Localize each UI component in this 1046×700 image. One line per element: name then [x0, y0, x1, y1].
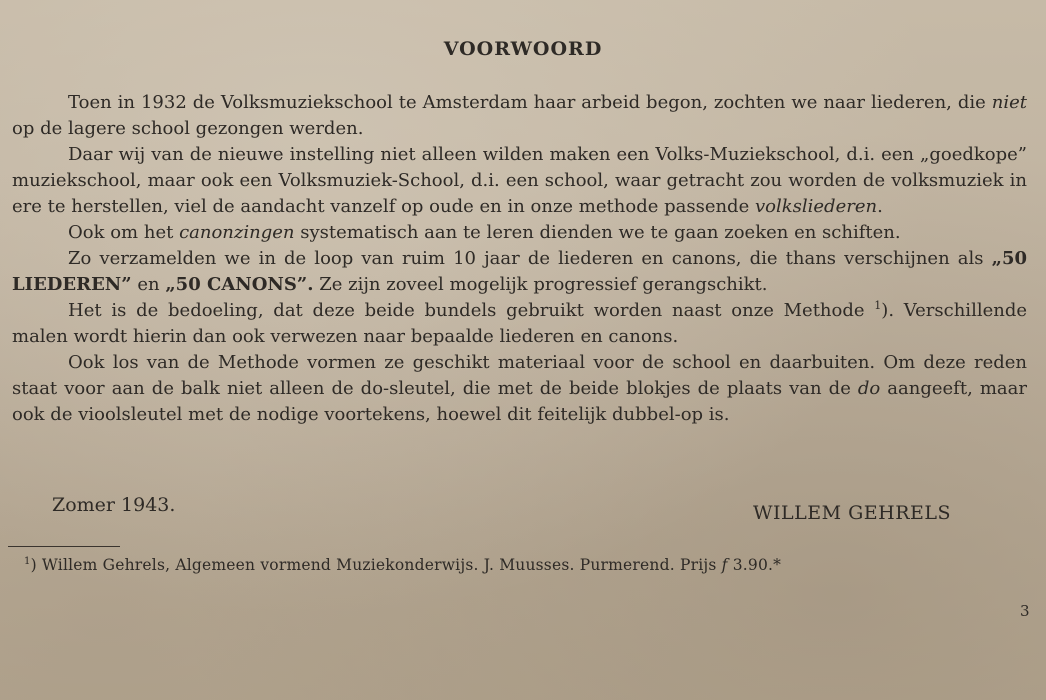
bold-canons: „50 CANONS”.	[165, 274, 314, 295]
page-title: VOORWOORD	[443, 38, 603, 60]
page-number: 3	[1020, 602, 1030, 620]
signature-author: WILLEM GEHRELS	[753, 502, 952, 524]
emphasis-volksliederen: volksliederen	[754, 196, 878, 217]
paragraph-2: Daar wij van de nieuwe instelling niet alleen wilden maken een Volks-Muziekschool, d.i. een „goedkope” muziekschool, maar ook een Volksmuziek-School, d.i. een school, waar getracht zou worden de volksmuziek in ere te herstellen, viel de aandacht vanzelf op oude en in onze methode passende volksliederen.	[12, 144, 1027, 217]
paragraph-4: Zo verzamelden we in de loop van ruim 10 jaar de liederen en canons, die thans verschijnen als „50 LIEDEREN” en „50 CANONS”. Ze zijn zoveel mogelijk progressief gerangschikt.	[12, 248, 1027, 295]
paragraph-6: Ook los van de Methode vormen ze geschikt materiaal voor de school en daarbuiten. Om deze reden staat voor aan de balk niet alleen de do-sleutel, die met de beide blokjes de plaats van de do aangeeft, maar ook de vioolsleutel met de nodige voortekens, hoewel dit feitelijk dubbel-op is.	[12, 352, 1027, 425]
footnote-mark: 1	[24, 555, 31, 567]
paragraph-1: Toen in 1932 de Volksmuziekschool te Amsterdam haar arbeid begon, zochten we naar liederen, die niet op de lagere school gezongen werden.	[12, 92, 1027, 139]
currency-florin: f	[721, 556, 728, 574]
footnote-divider	[8, 546, 120, 547]
footnote-reference: 1	[874, 299, 882, 312]
paragraph-3: Ook om het canonzingen systematisch aan te leren dienden we te gaan zoeken en schiften.	[68, 222, 901, 243]
emphasis-canonzingen: canonzingen	[179, 222, 295, 243]
footnote: $^1$) Willem Gehrels, Algemeen vormend Muziekonderwijs. J. Muusses. Purmerend. Prijs f 3.90.*	[24, 555, 782, 574]
bold-liederen: „50 LIEDEREN”	[12, 248, 1027, 295]
preface-body	[12, 90, 1027, 428]
signature-date: Zomer 1943.	[52, 494, 176, 516]
emphasis-do: do	[857, 378, 881, 399]
emphasis-niet: niet	[991, 92, 1027, 113]
paragraph-5: Het is de bedoeling, dat deze beide bundels gebruikt worden naast onze Methode $^1$). Verschillende malen wordt hierin dan ook verwezen naar bepaalde liederen en canons.	[12, 299, 1028, 347]
